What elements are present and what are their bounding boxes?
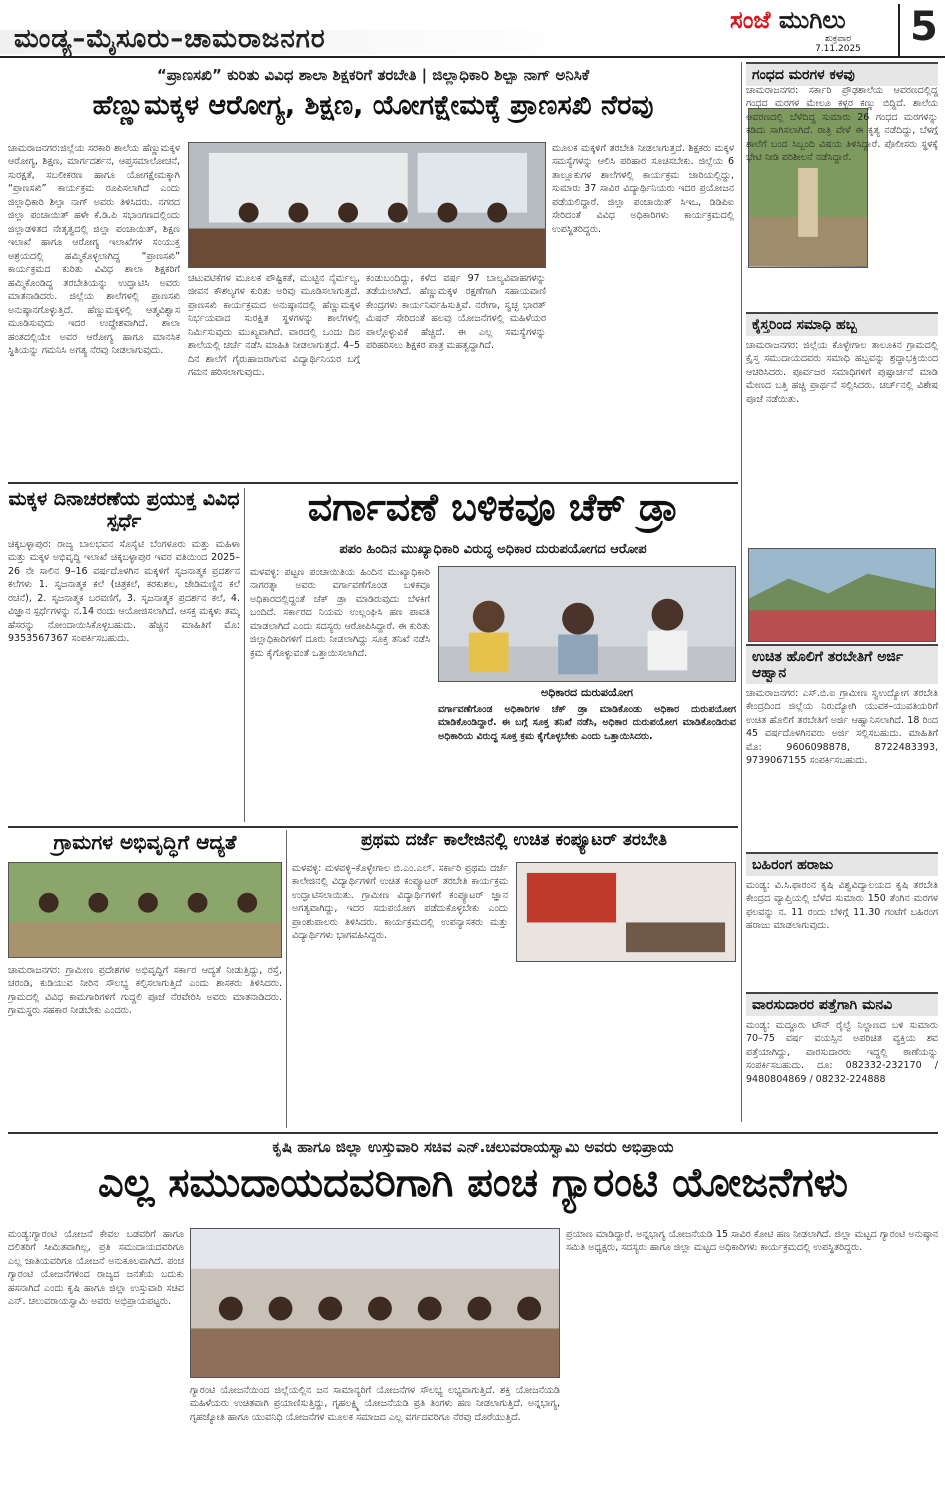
story5-body: ಮಳವಳ್ಳಿ: ಮಳವಳ್ಳಿ–ಕೊಳ್ಳೇಗಾಲ ಬಿ.ಎಂ.ಎಲ್. ಸರ್ಕಾರಿ ಪ್ರಥಮ ದರ್ಜೆ ಕಾಲೇಜಿನಲ್ಲಿ ವಿದ್ಯಾರ್ಥಿಗಳಿಗೆ ಉಚಿತ ಕಂಪ್ಯೂಟರ್ ತರಬೇತಿ ಕಾರ್ಯಕ್ರಮ ಉದ್ಘಾಟಿಸಲಾಯಿತು. ಗ್ರಾಮೀಣ ವಿದ್ಯಾರ್ಥಿಗಳಿಗೆ ಕಂಪ್ಯೂಟರ್ ಜ್ಞಾನ ಅಗತ್ಯವಾಗಿದ್ದು, ಇದರ ಸದುಪಯೋಗ ಪಡೆದುಕೊಳ್ಳಬೇಕು ಎಂದು ಪ್ರಾಂಶುಪಾಲರು ತಿಳಿಸಿದರು. ಕಾರ್ಯಕ್ರಮದಲ್ಲಿ ಉಪನ್ಯಾಸಕರು ಮತ್ತು ವಿದ್ಯಾರ್ಥಿಗಳು ಭಾಗವಹಿಸಿದ್ದರು. (292, 863, 508, 942)
sidebar-story-2 (746, 312, 938, 548)
story3-caption-body: ವರ್ಗಾವಣೆಗೊಂಡ ಅಧಿಕಾರಿಗಳ ಚೆಕ್ ಡ್ರಾ ಮಾಡಿಕೊಂಡು ಅಧಿಕಾರ ದುರುಪಯೋಗ ಮಾಡಿಕೊಂಡಿದ್ದಾರೆ. ಈ ಬಗ್ಗೆ ಸೂಕ್ತ ತನಿಖೆ ನಡೆಸಿ, ಅಧಿಕಾರ ದುರುಪಯೋಗ ಮಾಡಿಕೊಂಡಿರುವ ಅಧಿಕಾರಿಯ ವಿರುದ್ಧ ಸೂಕ್ತ ಕ್ರಮ ಕೈಗೊಳ್ಳಬೇಕು ಎಂದು ಒತ್ತಾಯಿಸಿದರು. (438, 704, 736, 742)
story5-head: ಪ್ರಥಮ ದರ್ಜೆ ಕಾಲೇಜಿನಲ್ಲಿ ಉಚಿತ ಕಂಪ್ಯೂಟರ್ ತರಬೇತಿ (360, 830, 668, 850)
issue-day: ಶುಕ್ರವಾರ (825, 34, 851, 44)
sidebar-story-5-head: ವಾರಸುದಾರರ ಪತ್ತೆಗಾಗಿ ಮನವಿ (746, 992, 938, 1016)
section-rule-1 (8, 482, 738, 484)
story3-caption-box (438, 686, 736, 822)
story2 (8, 488, 240, 822)
story3-subhead: ಪಪಂ ಹಿಂದಿನ ಮುಖ್ಯಾಧಿಕಾರಿ ವಿರುದ್ಧ ಅಧಿಕಾರ ದುರುಪಯೋಗದ ಆರೋಪ (339, 542, 647, 557)
sidebar-story-1-head: ಗಂಧದ ಮರಗಳ ಕಳವು (746, 62, 938, 86)
masthead (0, 0, 945, 58)
sidebar-story-2-head: ಕೈಸ್ತರಿಂದ ಸಮಾಧಿ ಹಬ್ಬ (746, 312, 938, 336)
meeting-photo-illustration (189, 143, 545, 268)
story4 (8, 830, 282, 1128)
story6-body-mid: ಗ್ಯಾರಂಟಿ ಯೋಜನೆಯಿಂದ ಜಿಲ್ಲೆಯಲ್ಲಿನ ಜನ ಸಾಮಾನ್ಯರಿಗೆ ಯೋಜನೆಗಳ ಸೌಲಭ್ಯ ಲಭ್ಯವಾಗುತ್ತಿದೆ. ಶಕ್ತಿ ಯೋಜನೆಯಡಿ ಮಹಿಳೆಯರು ಉಚಿತವಾಗಿ ಪ್ರಯಾಣಿಸುತ್ತಿದ್ದು, ಗೃಹಲಕ್ಷ್ಮಿ ಯೋಜನೆಯಡಿ ಪ್ರತಿ ತಿಂಗಳು ಹಣ ನೀಡಲಾಗುತ್ತಿದೆ. ಅನ್ನಭಾಗ್ಯ, ಗೃಹಜ್ಯೋತಿ ಹಾಗೂ ಯುವನಿಧಿ ಯೋಜನೆಗಳ ಮೂಲಕ ಸಮಾಜದ ಎಲ್ಲ ವರ್ಗದವರಿಗೂ ನೆರವು ದೊರೆಯುತ್ತಿದೆ. (190, 1385, 560, 1423)
story1-col1: ಚಾಮರಾಜನಗರ:ಜಿಲ್ಲೆಯ ಸರಕಾರಿ ಶಾಲೆಯ ಹೆಣ್ಣುಮಕ್ಕಳ ಆರೋಗ್ಯ, ಶಿಕ್ಷಣ, ಮಾರ್ಗದರ್ಶನ, ಆಪ್ತಸಮಾಲೋಚನೆ, ಸುರಕ್ಷತೆ, ಸಬಲೀಕರಣ ಹಾಗೂ ಯೋಗಕ್ಷೇಮಕ್ಕಾಗಿ “ಪ್ರಾಣಸಖಿ” ಕಾರ್ಯಕ್ರಮ ರೂಪಿಸಲಾಗಿದೆ ಎಂದು ಜಿಲ್ಲಾಧಿಕಾರಿ ಶಿಲ್ಪಾ ನಾಗ್ ಅವರು ತಿಳಿಸಿದರು. ನಗರದ ಜಿಲ್ಲಾ ಪಂಚಾಯಿತ್ ಹಳೇ ಕೆ.ಡಿ.ಪಿ ಸಭಾಂಗಣದಲ್ಲಿಂದು ಜಿಲ್ಲಾಡಳಿತದ ನೇತೃತ್ವದಲ್ಲಿ ಜಿಲ್ಲಾ ಪಂಚಾಯಿತ್, ಶಿಕ್ಷಣ ಇಲಾಖೆ ಹಾಗೂ ಆರೋಗ್ಯ ಇಲಾಖೆಗಳ ಸಂಯುಕ್ತ ಆಶ್ರಯದಲ್ಲಿ ಹಮ್ಮಿಕೊಳ್ಳಲಾಗಿದ್ದ “ಪ್ರಾಣಸಖಿ” ಕಾರ್ಯಕ್ರಮದ ಕುರಿತು ವಿವಿಧ ಶಾಲಾ ಶಿಕ್ಷಕರಿಗೆ ಹಮ್ಮಿಕೊಂಡಿದ್ದ ತರಬೇತಿಯನ್ನು ಉದ್ಘಾಟಿಸಿ ಅವರು ಮಾತನಾಡಿದರು. ಜಿಲ್ಲೆಯ ಶಾಲೆಗಳಲ್ಲಿ ಪ್ರಾಣಸಖಿ ಅನುಷ್ಠಾನಗೊಳ್ಳುತ್ತಿದೆ. ಹೆಣ್ಣುಮಕ್ಕಳಲ್ಲಿ ಆತ್ಮವಿಶ್ವಾಸ ಮೂಡಿಸುವುದು ಇದರ ಉದ್ದೇಶವಾಗಿದೆ. ಶಾಲಾ ಹಂತದಲ್ಲಿಯೇ ಅವರ ಆರೋಗ್ಯ ಹಾಗೂ ಮಾನಸಿಕ ಸ್ಥಿತಿಯನ್ನು ಗಮನಿಸಿ ಅಗತ್ಯ ನೆರವು ನೀಡಲಾಗುವುದು. (8, 143, 180, 357)
newspaper-logo (730, 6, 846, 34)
story1-headline-wrap (8, 92, 738, 136)
sidebar-story-4 (746, 852, 938, 990)
story1-photo (188, 142, 546, 268)
section-rule-3 (8, 1132, 938, 1134)
section-rule-2 (8, 826, 738, 828)
story5 (292, 830, 736, 1128)
sidebar-story-4-body: ಮಂಡ್ಯ: ವಿ.ಸಿ.ಫಾರಂನ ಕೃಷಿ ವಿಶ್ವವಿದ್ಯಾಲಯದ ಕೃಷಿ ತರಬೇತಿ ಕೇಂದ್ರದ ವ್ಯಾಪ್ತಿಯಲ್ಲಿ ಬೆಳೆದ ಸುಮಾರು 150 ತೆಂಗಿನ ಮರಗಳ ಫಲವನ್ನು ನ. 11 ರಂದು ಬೆಳಿಗ್ಗೆ 11.30 ಗಂಟೆಗೆ ಬಹಿರಂಗ ಹರಾಜು ಮಾಡಲಾಗುವುದು. (746, 880, 938, 932)
beneficiaries-illustration (191, 1229, 559, 1378)
story2-divider (244, 488, 245, 822)
story3-subhead-wrap (250, 542, 736, 562)
story6-body-left: ಮಂಡ್ಯ:ಗ್ಯಾರಂಟಿ ಯೋಜನೆ ಕೇವಲ ಬಡವರಿಗೆ ಹಾಗೂ ದಲಿತರಿಗೆ ಸೀಮಿತವಾಗಿಲ್ಲ, ಪ್ರತಿ ಸಮುದಾಯದವರಿಗೂ ಎಲ್ಲ ಜಾತಿಯವರಿಗೂ ಯೋಜನೆ ಅನುಕೂಲವಾಗಿದೆ. ಪಂಚ ಗ್ಯಾರಂಟಿ ಯೋಜನೆಗಳಿಂದ ರಾಜ್ಯದ ಜನತೆಯ ಬದುಕು ಹಸನಾಗಿದೆ ಎಂದು ಕೃಷಿ ಹಾಗೂ ಜಿಲ್ಲಾ ಉಸ್ತುವಾರಿ ಸಚಿವ ಎನ್. ಚಲುವರಾಯಸ್ವಾಮಿ ಅವರು ಅಭಿಪ್ರಾಯಪಟ್ಟರು. (8, 1229, 184, 1308)
story4-divider (286, 830, 287, 1128)
story2-head: ಮಕ್ಕಳ ದಿನಾಚರಣೆಯ ಪ್ರಯುಕ್ತ ವಿವಿಧ ಸ್ಪರ್ಧೆ (8, 488, 240, 532)
story3-caption: ಅಧಿಕಾರದ ದುರುಪಯೋಗ (541, 686, 633, 699)
story4-photo (8, 862, 282, 958)
story3-photo (438, 566, 736, 682)
story1-kicker-wrap (8, 66, 738, 92)
story1-col3: ಕಂಡುಬಂದಿದ್ದು, ಕಳೆದ ವರ್ಷ 97 ಬಾಲ್ಯವಿವಾಹಗಳನ್ನು ತಡೆಯಲಾಗಿದೆ. ಹೆಣ್ಣುಮಕ್ಕಳ ರಕ್ಷಣೆಗಾಗಿ ಸಹಾಯವಾಣಿ ಕೇಂದ್ರಗಳು ಕಾರ್ಯನಿರ್ವಹಿಸುತ್ತಿವೆ. ನರೇಗಾ, ಸ್ವಚ್ಛ ಭಾರತ್ ಮಿಷನ್ ಸೇರಿದಂತೆ ಹಲವು ಯೋಜನೆಗಳಲ್ಲಿ ಮಹಿಳೆಯರ ಪಾಲ್ಗೊಳ್ಳುವಿಕೆ ಹೆಚ್ಚಿದೆ. ಈ ಎಲ್ಲ ಸಮಸ್ಯೆಗಳನ್ನು ಪರಿಹರಿಸಲು ಶಿಕ್ಷಕರ ಪಾತ್ರ ಮಹತ್ವದ್ದಾಗಿದೆ. (366, 273, 546, 352)
story6-kicker-wrap (8, 1138, 938, 1162)
story6-headline-wrap (8, 1162, 938, 1224)
issue-date (808, 34, 868, 54)
sidebar-story-1 (746, 62, 938, 312)
issue-date-text: 7.11.2025 (815, 44, 861, 54)
story4-head: ಗ್ರಾಮಗಳ ಅಭಿವೃದ್ಧಿಗೆ ಆದ್ಯತೆ (53, 830, 237, 854)
story3-headline: ವರ್ಗಾವಣೆ ಬಳಿಕವೂ ಚೆಕ್ ಡ್ರಾ (307, 488, 679, 529)
page-number: 5 (898, 4, 938, 56)
story6-headline: ಎಲ್ಲ ಸಮುದಾಯದವರಿಗಾಗಿ ಪಂಚ ಗ್ಯಾರಂಟಿ ಯೋಜನೆಗಳು (97, 1162, 849, 1206)
sidebar-story-1-body: ಚಾಮರಾಜನಗರ: ಸರ್ಕಾರಿ ಪ್ರೌಢಶಾಲೆಯ ಆವರಣದಲ್ಲಿದ್ದ ಗಂಧದ ಮರಗಳ ಮೇಲೂ ಕಳ್ಳರ ಕಣ್ಣು ಬಿದ್ದಿದೆ. ಶಾಲೆಯ ಆವರಣದಲ್ಲಿ ಬೆಳೆದಿದ್ದ ಸುಮಾರು 26 ಗಂಧದ ಮರಗಳನ್ನು ಕಡಿದು ಸಾಗಿಸಲಾಗಿದೆ. ರಾತ್ರಿ ವೇಳೆ ಈ ಕೃತ್ಯ ನಡೆದಿದ್ದು, ಬೆಳಗ್ಗೆ ಶಾಲೆಗೆ ಬಂದ ಸಿಬ್ಬಂದಿ ವಿಷಯ ತಿಳಿಸಿದ್ದಾರೆ. ಪೊಲೀಸರು ಸ್ಥಳಕ್ಕೆ ಭೇಟಿ ನೀಡಿ ಪರಿಶೀಲನೆ ನಡೆಸಿದ್ದಾರೆ. (746, 85, 938, 164)
crowd-illustration (749, 549, 935, 642)
story5-photo (516, 862, 736, 962)
story6-kicker: ಕೃಷಿ ಹಾಗೂ ಜಿಲ್ಲಾ ಉಸ್ತುವಾರಿ ಸಚಿವ ಎನ್.ಚಲುವರಾಯಸ್ವಾಮಿ ಅವರು ಅಭಿಪ್ರಾಯ (272, 1138, 674, 1156)
column-divider (741, 62, 742, 1122)
sidebar-story-3 (746, 644, 938, 850)
sidebar-story-4-head: ಬಹಿರಂಗ ಹರಾಜು (746, 852, 938, 876)
computer-training-illustration (517, 863, 735, 962)
story1-col2: ಚಟುವಟಿಕೆಗಳ ಮೂಲಕ ಪೌಷ್ಟಿಕತೆ, ಮುಟ್ಟಿನ ನೈರ್ಮಲ್ಯ, ಜೀವನ ಕೌಶಲ್ಯಗಳ ಕುರಿತು ಅರಿವು ಮೂಡಿಸಲಾಗುತ್ತದೆ. ಪ್ರಾಣಸಖಿ ಕಾರ್ಯಕ್ರಮದ ಅನುಷ್ಠಾನದಲ್ಲಿ ಹೆಣ್ಣುಮಕ್ಕಳ ನಿರ್ಭಯವಾದ ಸುರಕ್ಷಿತ ಸ್ಥಳಗಳನ್ನು ಶಾಲೆಗಳಲ್ಲಿ ನಿರ್ಮಿಸುವುದು ಮುಖ್ಯವಾಗಿದೆ. ವಾರದಲ್ಲಿ ಒಂದು ದಿನ ಶಾಲೆಯಲ್ಲಿ ಚರ್ಚೆ ನಡೆಸಿ ಮಾಹಿತಿ ನೀಡಲಾಗುತ್ತದೆ. 4–5 ದಿನ ಶಾಲೆಗೆ ಗೈರುಹಾಜರಾಗುವ ವಿದ್ಯಾರ್ಥಿನಿಯರ ಬಗ್ಗೆ ಗಮನ ಹರಿಸಲಾಗುವುದು. (188, 273, 360, 379)
sidebar-story-3-body: ಚಾಮರಾಜನಗರ: ಎಸ್.ಬಿ.ಐ ಗ್ರಾಮೀಣ ಸ್ವಉದ್ಯೋಗ ತರಬೇತಿ ಕೇಂದ್ರದಿಂದ ಜಿಲ್ಲೆಯ ನಿರುದ್ಯೋಗಿ ಯುವಕ–ಯುವತಿಯರಿಗೆ ಉಚಿತ ಹೊಲಿಗೆ ತರಬೇತಿಗೆ ಅರ್ಜಿ ಆಹ್ವಾನಿಸಲಾಗಿದೆ. 18 ರಿಂದ 45 ವರ್ಷದೊಳಗಿನವರು ಅರ್ಜಿ ಸಲ್ಲಿಸಬಹುದು. ಮಾಹಿತಿಗೆ ಮೊ: 9606098878, 8722483393, 9739067155 ಸಂಪರ್ಕಿಸಬಹುದು. (746, 688, 938, 767)
sidebar-story-2-body: ಚಾಮರಾಜನಗರ: ಜಿಲ್ಲೆಯ ಕೊಳ್ಳೇಗಾಲ ತಾಲೂಕಿನ ಗ್ರಾಮದಲ್ಲಿ ಕ್ರೈಸ್ತ ಸಮುದಾಯದವರು ಸಮಾಧಿ ಹಬ್ಬವನ್ನು ಶ್ರದ್ಧಾಭಕ್ತಿಯಿಂದ ಆಚರಿಸಿದರು. ಪೂರ್ವಜರ ಸಮಾಧಿಗಳಿಗೆ ಪುಷ್ಪಾರ್ಚನೆ ಮಾಡಿ ಮೇಣದ ಬತ್ತಿ ಹಚ್ಚಿ ಪ್ರಾರ್ಥನೆ ಸಲ್ಲಿಸಿದರು. ಚರ್ಚ್‌ನಲ್ಲಿ ವಿಶೇಷ ಪೂಜೆ ನಡೆಯಿತು. (746, 340, 938, 405)
sidebar-story-5 (746, 992, 938, 1124)
cemetery-festival-photo (748, 548, 936, 642)
story3-headline-wrap (250, 488, 736, 544)
story2-body: ಚಿಕ್ಕಬಳ್ಳಾಪುರ: ರಾಜ್ಯ ಬಾಲಭವನ ಸೊಸೈಟಿ ಬೆಂಗಳೂರು ಮತ್ತು ಮಹಿಳಾ ಮತ್ತು ಮಕ್ಕಳ ಅಭಿವೃದ್ಧಿ ಇಲಾಖೆ ಚಿಕ್ಕಬಳ್ಳಾಪುರ ಇವರ ವತಿಯಿಂದ 2025–26 ನೇ ಸಾಲಿನ 9–16 ವರ್ಷದೊಳಗಿನ ಮಕ್ಕಳಿಗೆ ಸೃಜನಾತ್ಮಕ ಪ್ರದರ್ಶನ ಕಲೆಗಳು 1. ಸೃಜನಾತ್ಮಕ ಕಲೆ (ಚಿತ್ರಕಲೆ, ಕರಕುಶಲ, ಜೇಡಿಮಣ್ಣಿನ ಕಲೆ ರಚನೆ), 2. ಸೃಜನಾತ್ಮಕ ಬರವಣಿಗೆ, 3. ಸೃಜನಾತ್ಮಕ ಪ್ರದರ್ಶನ ಕಲೆ, 4. ವಿಜ್ಞಾನ ಸ್ಪರ್ಧೆಗಳನ್ನು ನ.14 ರಂದು ಆಯೋಜಿಸಲಾಗಿದೆ. ಆಸಕ್ತ ಮಕ್ಕಳು ತಮ್ಮ ಹೆಸರನ್ನು ನೋಂದಾಯಿಸಿಕೊಳ್ಳಬಹುದು. ಹೆಚ್ಚಿನ ಮಾಹಿತಿಗೆ ಮೊ: 9353567367 ಸಂಪರ್ಕಿಸಬಹುದು. (8, 539, 240, 645)
story4-body: ಚಾಮರಾಜನಗರ: ಗ್ರಾಮೀಣ ಪ್ರದೇಶಗಳ ಅಭಿವೃದ್ಧಿಗೆ ಸರ್ಕಾರ ಆದ್ಯತೆ ನೀಡುತ್ತಿದ್ದು, ರಸ್ತೆ, ಚರಂಡಿ, ಕುಡಿಯುವ ನೀರಿನ ಸೌಲಭ್ಯ ಕಲ್ಪಿಸಲಾಗುತ್ತಿದೆ ಎಂದು ಶಾಸಕರು ತಿಳಿಸಿದರು. ಗ್ರಾಮದಲ್ಲಿ ವಿವಿಧ ಕಾಮಗಾರಿಗಳಿಗೆ ಗುದ್ದಲಿ ಪೂಜೆ ನೆರವೇರಿಸಿ ಅವರು ಮಾತನಾಡಿದರು. ಗ್ರಾಮಸ್ಥರು ಸಹಕಾರ ನೀಡಬೇಕು ಎಂದರು. (8, 965, 282, 1017)
story1-col4: ಮೂಲಕ ಮಕ್ಕಳಿಗೆ ತರಬೇತಿ ನೀಡಲಾಗುತ್ತದೆ. ಶಿಕ್ಷಕರು ಮಕ್ಕಳ ಸಮಸ್ಯೆಗಳನ್ನು ಆಲಿಸಿ ಪರಿಹಾರ ಸೂಚಿಸಬೇಕು. ಜಿಲ್ಲೆಯ 6 ತಾಲ್ಲೂಕುಗಳ ಶಾಲೆಗಳಲ್ಲಿ ಕಾರ್ಯಕ್ರಮ ಜಾರಿಯಲ್ಲಿದ್ದು, ಸುಮಾರು 37 ಸಾವಿರ ವಿದ್ಯಾರ್ಥಿನಿಯರು ಇದರ ಪ್ರಯೋಜನ ಪಡೆಯಲಿದ್ದಾರೆ. ಜಿಲ್ಲಾ ಪಂಚಾಯಿತ್ ಸಿಇಒ, ಡಿಡಿಪಿಐ ಸೇರಿದಂತೆ ವಿವಿಧ ಅಧಿಕಾರಿಗಳು ಕಾರ್ಯಕ್ರಮದಲ್ಲಿ ಉಪಸ್ಥಿತರಿದ್ದರು. (552, 143, 734, 235)
region-title: ಮಂಡ್ಯ–ಮೈಸೂರು–ಚಾಮರಾಜನಗರ (14, 24, 326, 54)
officials-illustration (439, 567, 735, 682)
villagers-illustration (9, 863, 281, 958)
sidebar-story-3-head: ಉಚಿತ ಹೊಲಿಗೆ ತರಬೇತಿಗೆ ಅರ್ಜಿ ಆಹ್ವಾನ (746, 644, 938, 684)
story3-body: ಮಳವಳ್ಳಿ: ಪಟ್ಟಣ ಪಂಚಾಯಿತಿಯ ಹಿಂದಿನ ಮುಖ್ಯಾಧಿಕಾರಿ ನಾಗರತ್ನಾ ಅವರು ವರ್ಗಾವಣೆಗೊಂಡ ಬಳಿಕವೂ ಅಧಿಕಾರದಲ್ಲಿದ್ದಂತೆ ಚೆಕ್ ಡ್ರಾ ಮಾಡಿರುವುದು ಬೆಳಕಿಗೆ ಬಂದಿದೆ. ಸರ್ಕಾರದ ನಿಯಮ ಉಲ್ಲಂಘಿಸಿ ಹಣ ಪಾವತಿ ಮಾಡಲಾಗಿದೆ ಎಂದು ಸದಸ್ಯರು ಆರೋಪಿಸಿದ್ದಾರೆ. ಈ ಕುರಿತು ಜಿಲ್ಲಾಧಿಕಾರಿಗಳಿಗೆ ದೂರು ನೀಡಲಾಗಿದ್ದು ಸೂಕ್ತ ತನಿಖೆ ನಡೆಸಿ ಕ್ರಮ ಕೈಗೊಳ್ಳುವಂತೆ ಒತ್ತಾಯಿಸಲಾಗಿದೆ. (250, 567, 430, 659)
sidebar-story-5-body: ಮಂಡ್ಯ: ಮದ್ದೂರು ಟೌನ್ ರೈಲ್ವೆ ನಿಲ್ದಾಣದ ಬಳಿ ಸುಮಾರು 70–75 ವರ್ಷ ವಯಸ್ಸಿನ ಅಪರಿಚಿತ ವ್ಯಕ್ತಿಯ ಶವ ಪತ್ತೆಯಾಗಿದ್ದು, ವಾರಸುದಾರರು ಇದ್ದಲ್ಲಿ ಠಾಣೆಯನ್ನು ಸಂಪರ್ಕಿಸಬಹುದು. ದೂ: 082332-232170 / 9480804869 / 08232-224888 (746, 1020, 938, 1085)
story6-body-right: ಪ್ರಯಾಣ ಮಾಡಿದ್ದಾರೆ. ಅನ್ನಭಾಗ್ಯ ಯೋಜನೆಯಡಿ 15 ಸಾವಿರ ಕೋಟಿ ಹಣ ನೀಡಲಾಗಿದೆ. ಜಿಲ್ಲಾ ಮಟ್ಟದ ಗ್ಯಾರಂಟಿ ಅನುಷ್ಠಾನ ಸಮಿತಿ ಅಧ್ಯಕ್ಷರು, ಸದಸ್ಯರು ಹಾಗೂ ಜಿಲ್ಲಾ ಮಟ್ಟದ ಅಧಿಕಾರಿಗಳು ಕಾರ್ಯಕ್ರಮದಲ್ಲಿ ಉಪಸ್ಥಿತರಿದ್ದರು. (566, 1229, 938, 1254)
logo-part-2: ಮುಗಿಲು (778, 6, 846, 34)
story1-headline: ಹೆಣ್ಣುಮಕ್ಕಳ ಆರೋಗ್ಯ, ಶಿಕ್ಷಣ, ಯೋಗಕ್ಷೇಮಕ್ಕೆ ಪ್ರಾಣಸಖಿ ನೆರವು (92, 92, 654, 121)
story1-kicker: “ಪ್ರಾಣಸಖಿ” ಕುರಿತು ವಿವಿಧ ಶಾಲಾ ಶಿಕ್ಷಕರಿಗೆ ತರಬೇತಿ | ಜಿಲ್ಲಾಧಿಕಾರಿ ಶಿಲ್ಪಾ ನಾಗ್ ಅನಿಸಿಕೆ (156, 66, 590, 84)
story6-photo (190, 1228, 560, 1378)
logo-part-1: ಸಂಜೆ (730, 6, 771, 34)
